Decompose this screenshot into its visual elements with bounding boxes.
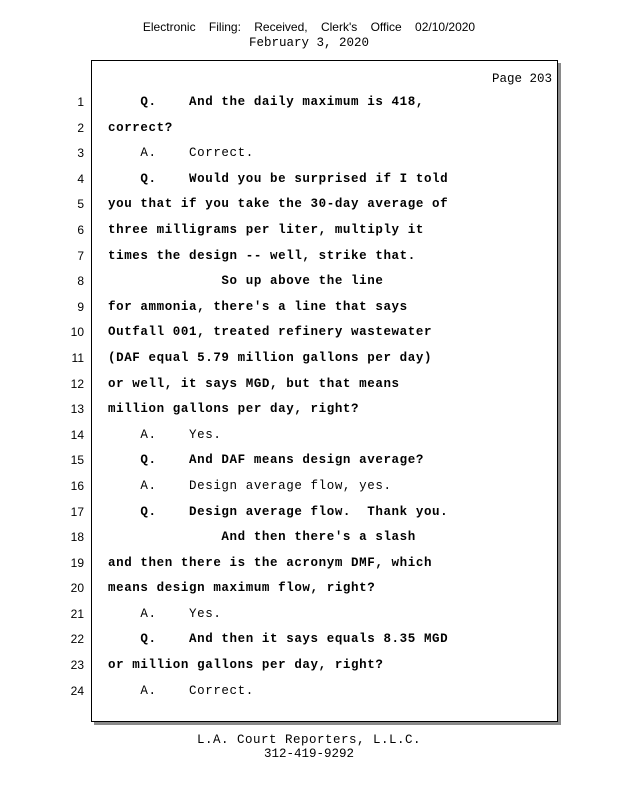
line-text: Q. And the daily maximum is 418, [108,95,424,109]
transcript-line [0,397,618,423]
line-text: A. Yes. [108,606,222,621]
line-number: 12 [70,376,84,391]
transcript-line [0,448,618,474]
line-text: three milligrams per liter, multiply it [108,222,424,237]
transcript-line [0,653,618,679]
transcript-line [0,116,618,142]
line-number: 7 [77,248,84,263]
page-number: Page 203 [491,72,552,86]
transcript-line [0,218,618,244]
line-number: 20 [70,581,84,596]
line-number: 10 [70,325,84,340]
line-number: 23 [70,658,84,673]
line-text: or million gallons per day, right? [108,658,384,673]
line-number: 1 [77,95,84,109]
transcript-line [0,167,618,193]
transcript-line [0,295,618,321]
line-number: 3 [77,146,84,161]
line-text: means design maximum flow, right? [108,581,376,596]
transcript-line [0,627,618,653]
line-number: 24 [70,683,84,698]
line-text: times the design -- well, strike that. [108,248,416,263]
line-text: or well, it says MGD, but that means [108,376,400,391]
line-number: 6 [77,222,84,237]
line-text: Q. And DAF means design average? [108,453,424,468]
transcript-line [0,320,618,346]
line-text: A. Design average flow, yes. [108,478,392,493]
line-text: for ammonia, there's a line that says [108,299,408,314]
line-text: A. Correct. [108,683,254,698]
transcript-line [0,244,618,270]
line-number: 18 [70,530,84,545]
transcript-line [0,576,618,602]
reporter-phone: 312-419-9292 [263,747,354,761]
line-text: Q. Would you be surprised if I told [108,171,449,186]
transcript-line [0,372,618,398]
transcript-line [0,192,618,218]
line-text: So up above the line [108,274,384,289]
line-number: 9 [77,299,84,314]
transcript-line [0,423,618,449]
line-text: million gallons per day, right? [108,402,360,417]
line-number: 13 [70,402,84,417]
transcript-date: February 3, 2020 [248,36,370,50]
line-text: Outfall 001, treated refinery wastewater [108,325,433,340]
transcript-line [0,346,618,372]
line-number: 14 [70,427,84,442]
reporter-company: L.A. Court Reporters, L.L.C. [196,733,422,747]
line-number: 16 [70,478,84,493]
transcript-line [0,269,618,295]
transcript-line [0,602,618,628]
transcript-line [0,551,618,577]
line-text: And then there's a slash [108,530,416,545]
transcript-line [0,679,618,705]
line-number: 2 [77,120,84,135]
transcript-line [0,500,618,526]
transcript-line [0,90,618,116]
line-number: 21 [70,606,84,621]
transcript-line [0,474,618,500]
line-text: correct? [108,120,173,135]
line-number: 8 [77,274,84,289]
line-number: 11 [71,350,84,365]
line-number: 15 [70,453,84,468]
line-number: 17 [70,504,84,519]
transcript-line [0,525,618,551]
line-text: Q. And then it says equals 8.35 MGD [108,632,449,647]
line-text: and then there is the acronym DMF, which [108,555,433,570]
line-text: (DAF equal 5.79 million gallons per day) [108,350,433,365]
efiling-stamp: Electronic Filing: Received, Clerk's Office 02/10/2020 [142,20,476,34]
line-text: Q. Design average flow. Thank you. [108,504,449,519]
line-number: 5 [77,197,84,212]
transcript-lines [0,90,618,704]
line-text: A. Correct. [108,146,254,161]
line-number: 4 [77,171,84,186]
line-text: you that if you take the 30-day average of [108,197,449,212]
line-text: A. Yes. [108,427,222,442]
line-number: 22 [70,632,84,647]
transcript-line [0,141,618,167]
line-number: 19 [70,555,84,570]
